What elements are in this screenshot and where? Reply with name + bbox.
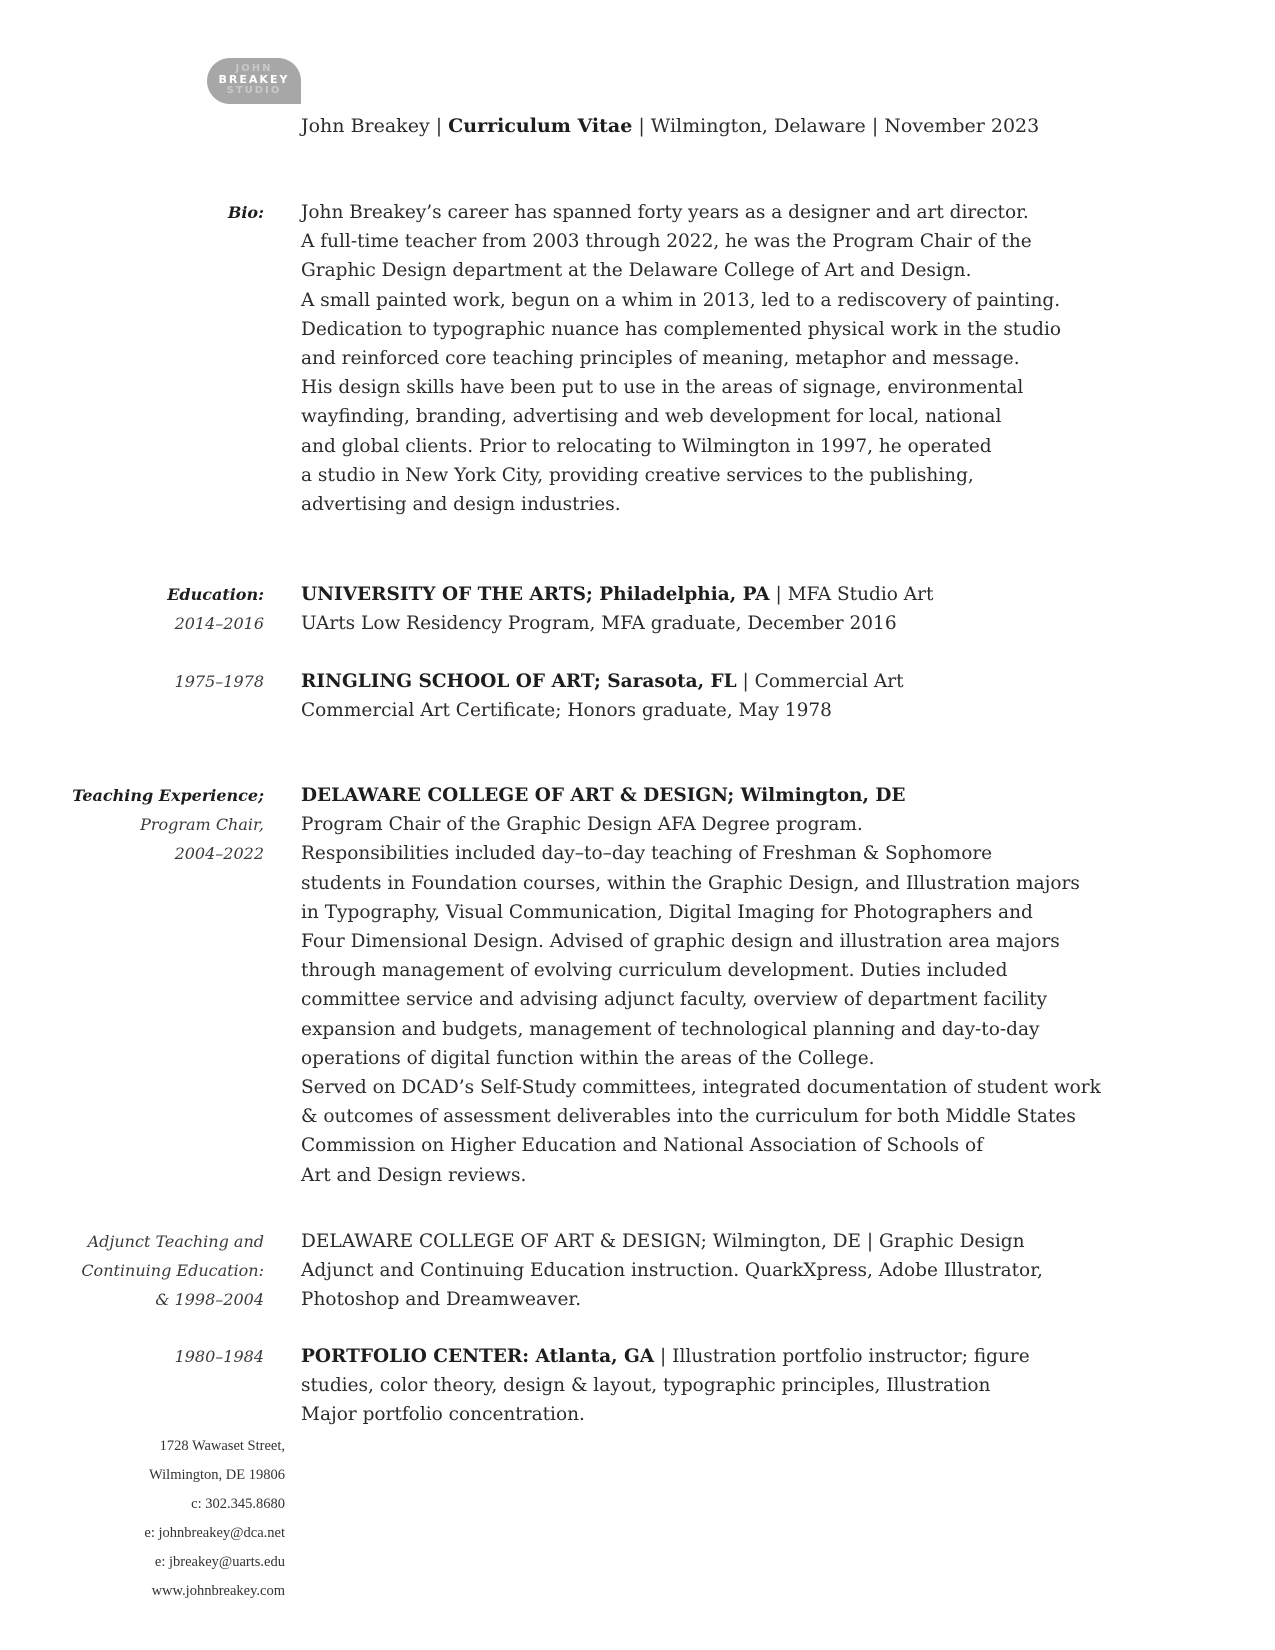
logo-line-3: STUDIO — [226, 85, 282, 96]
studio-logo — [207, 58, 301, 104]
adjunct-line: DELAWARE COLLEGE OF ART & DESIGN; Wilmington, DE | Graphic Design — [301, 1231, 1025, 1252]
education-detail: UArts Low Residency Program, MFA graduate, December 2016 — [301, 613, 897, 635]
address-line-2: Wilmington, DE 19806 — [149, 1467, 285, 1483]
header-separator: | — [865, 115, 885, 137]
header-location: Wilmington, Delaware — [650, 115, 866, 137]
education-label-block — [167, 580, 264, 638]
education-entry — [301, 667, 1141, 725]
portfolio-institution: PORTFOLIO CENTER: Atlanta, GA — [301, 1346, 655, 1367]
bio-line: wayfinding, branding, advertising and web development for local, national — [301, 406, 1002, 428]
teaching-line: students in Foundation courses, within the Graphic Design, and Illustration majors — [301, 872, 1080, 894]
email-secondary: e: jbreakey@uarts.edu — [154, 1554, 285, 1570]
institution-name: UNIVERSITY OF THE ARTS; Philadelphia, PA — [301, 584, 770, 605]
teaching-label-block — [72, 781, 264, 868]
teaching-line: & outcomes of assessment deliverables into the curriculum for both Middle States — [301, 1106, 1076, 1128]
adjunct-label-line: Adjunct Teaching and — [87, 1232, 264, 1251]
education-label: Education: — [167, 585, 264, 604]
bio-line: Graphic Design department at the Delaware College of Art and Design. — [301, 260, 972, 282]
portfolio-section — [301, 1342, 1141, 1430]
phone-number: c: 302.345.8680 — [191, 1496, 285, 1512]
education-label-block — [175, 667, 264, 696]
portfolio-line: Major portfolio concentration. — [301, 1404, 585, 1426]
separator: | — [769, 584, 788, 605]
adjunct-line: Adjunct and Continuing Education instruction. QuarkXpress, Adobe Illustrator, — [301, 1260, 1043, 1282]
header-separator: | — [632, 115, 651, 137]
education-entry — [301, 580, 1141, 638]
contact-block — [144, 1432, 285, 1606]
header-separator: | — [429, 115, 449, 137]
adjunct-label-line: & 1998–2004 — [155, 1290, 264, 1309]
portfolio-years: 1980–1984 — [174, 1347, 264, 1366]
separator: | — [736, 671, 755, 692]
address-line-1: 1728 Wawaset Street, — [159, 1438, 285, 1454]
teaching-line: Four Dimensional Design. Advised of graphic design and illustration area majors — [301, 931, 1060, 953]
portfolio-heading — [301, 1342, 1141, 1371]
bio-line: and reinforced core teaching principles of meaning, metaphor and message. — [301, 348, 1020, 370]
bio-line: and global clients. Prior to relocating to Wilmington in 1997, he operated — [301, 435, 992, 457]
degree-field: Commercial Art — [754, 671, 904, 692]
header-name: John Breakey — [301, 115, 430, 137]
degree-field: MFA Studio Art — [787, 584, 934, 605]
website-link: www.johnbreakey.com — [151, 1583, 285, 1599]
teaching-label: Teaching Experience; — [72, 786, 264, 805]
teaching-line: through management of evolving curriculum development. Duties included — [301, 960, 1008, 982]
teaching-line: Served on DCAD’s Self-Study committees, integrated documentation of student work — [301, 1077, 1101, 1099]
logo-line-2: BREAKEY — [218, 73, 290, 86]
bio-line: A small painted work, begun on a whim in 2013, led to a rediscovery of painting. — [301, 289, 1061, 311]
bio-line: advertising and design industries. — [301, 494, 621, 516]
teaching-role: Program Chair, — [140, 815, 264, 834]
adjunct-line: Photoshop and Dreamweaver. — [301, 1289, 582, 1311]
adjunct-label-line: Continuing Education: — [81, 1261, 264, 1280]
bio-section — [301, 198, 1141, 519]
teaching-line: Responsibilities included day–to–day teaching of Freshman & Sophomore — [301, 843, 993, 865]
education-heading — [301, 667, 1141, 696]
bio-line: Dedication to typographic nuance has complemented physical work in the studio — [301, 318, 1062, 340]
education-heading — [301, 580, 1141, 609]
teaching-line: operations of digital function within the areas of the College. — [301, 1047, 875, 1069]
teaching-line: in Typography, Visual Communication, Digital Imaging for Photographers and — [301, 901, 1033, 923]
bio-line: His design skills have been put to use in the areas of signage, environmental — [301, 377, 1024, 399]
teaching-line: committee service and advising adjunct faculty, overview of department facility — [301, 989, 1048, 1011]
bio-label: Bio: — [227, 203, 264, 222]
teaching-section — [301, 781, 1141, 1190]
education-detail: Commercial Art Certificate; Honors graduate, May 1978 — [301, 700, 832, 722]
logo-line-1: JOHN — [235, 63, 273, 74]
email-primary: e: johnbreakey@dca.net — [144, 1525, 285, 1541]
teaching-years: 2004–2022 — [174, 844, 264, 863]
document-title: Curriculum Vitae — [448, 115, 633, 137]
teaching-line: Program Chair of the Graphic Design AFA Degree program. — [301, 814, 863, 836]
institution-name: RINGLING SCHOOL OF ART; Sarasota, FL — [301, 671, 737, 692]
bio-line: A full-time teacher from 2003 through 2022, he was the Program Chair of the — [301, 231, 1032, 253]
education-years: 2014–2016 — [174, 614, 264, 633]
document-header — [301, 112, 1039, 140]
portfolio-line: studies, color theory, design & layout, typographic principles, Illustration — [301, 1375, 991, 1397]
education-years: 1975–1978 — [174, 672, 264, 691]
teaching-line: expansion and budgets, management of technological planning and day-to-day — [301, 1018, 1040, 1040]
adjunct-label-block — [81, 1227, 264, 1314]
bio-line: a studio in New York City, providing creative services to the publishing, — [301, 464, 974, 486]
separator: | — [654, 1346, 673, 1367]
header-date: November 2023 — [884, 115, 1040, 137]
teaching-line: Art and Design reviews. — [301, 1164, 527, 1186]
teaching-line: Commission on Higher Education and National Association of Schools of — [301, 1135, 984, 1157]
portfolio-first-line: Illustration portfolio instructor; figure — [672, 1346, 1030, 1367]
bio-label-block — [228, 198, 264, 227]
teaching-institution: DELAWARE COLLEGE OF ART & DESIGN; Wilmington, DE — [301, 785, 906, 806]
adjunct-section — [301, 1227, 1141, 1315]
portfolio-label-block — [175, 1342, 264, 1371]
bio-line: John Breakey’s career has spanned forty years as a designer and art director. — [301, 202, 1029, 223]
